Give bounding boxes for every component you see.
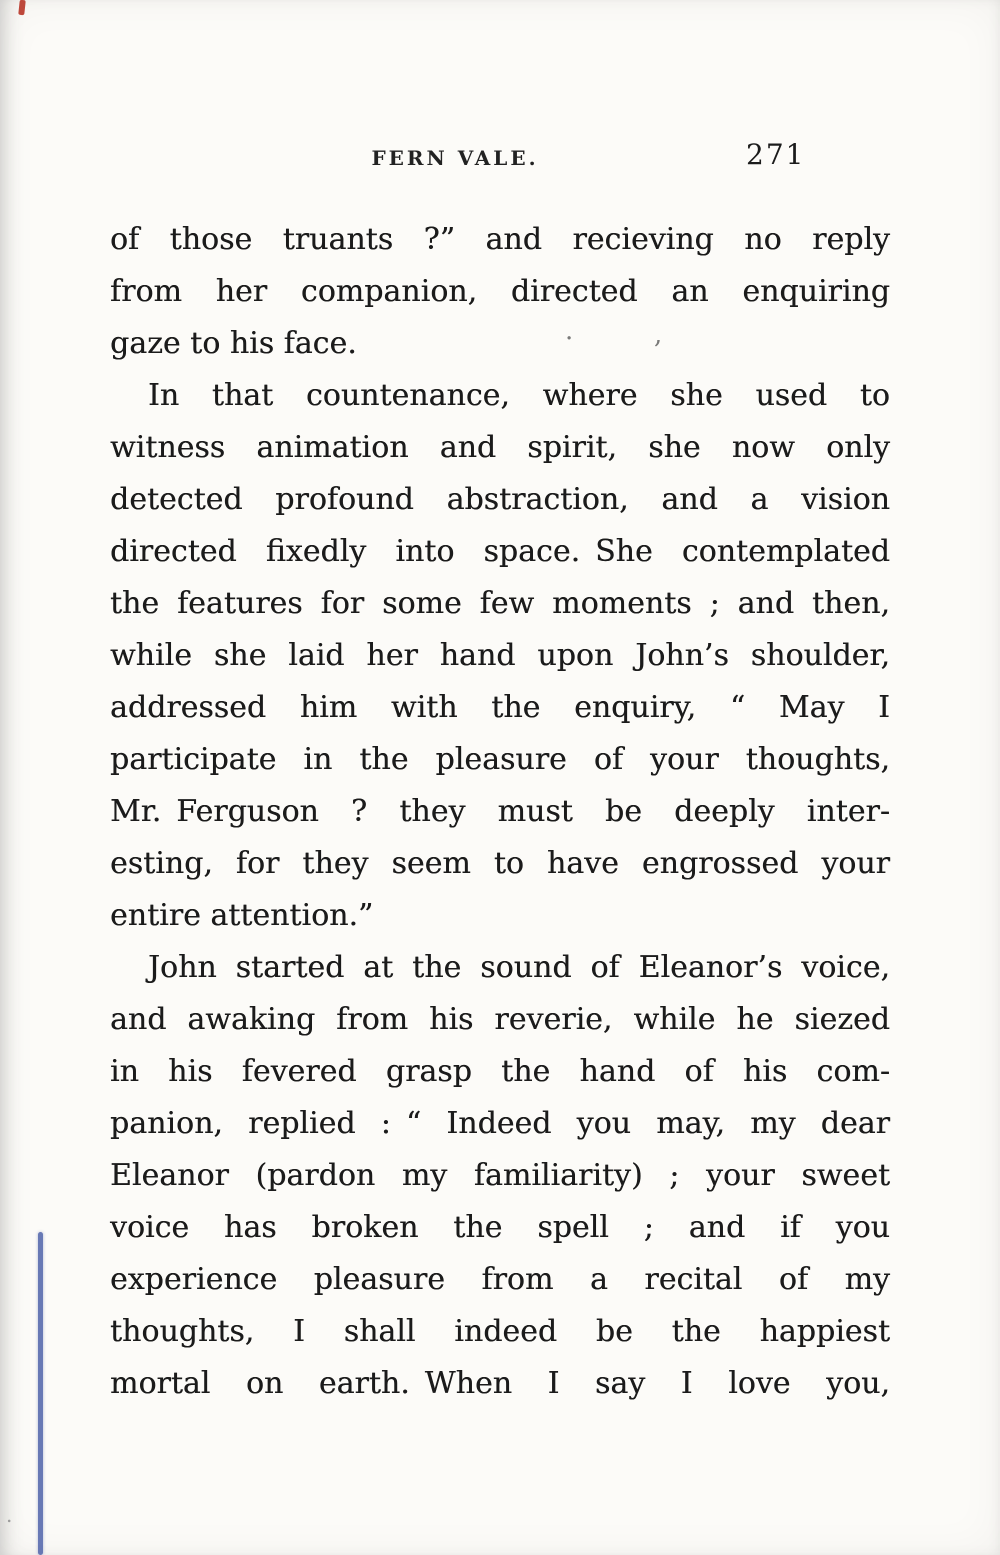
text-line: Mr. Ferguson ? they must be deeply inter-: [110, 794, 890, 829]
text-line: and awaking from his reverie, while he siezed: [110, 1002, 890, 1037]
running-title: FERN VALE.: [371, 146, 539, 170]
text-line: gaze to his face.: [110, 326, 357, 361]
text-line: Eleanor (pardon my familiarity) ; your sweet: [110, 1158, 890, 1193]
text-line: John started at the sound of Eleanor’s voice,: [148, 950, 890, 985]
text-line: directed fixedly into space. She contemplated: [110, 534, 890, 569]
text-line: In that countenance, where she used to: [148, 378, 890, 413]
page-number: 271: [746, 138, 806, 171]
text-line: in his fevered grasp the hand of his com-: [110, 1054, 890, 1089]
text-line: witness animation and spirit, she now only: [110, 430, 890, 465]
text-line: from her companion, directed an enquiring: [110, 274, 890, 309]
text-line: participate in the pleasure of your thoughts,: [110, 742, 890, 777]
text-line: the features for some few moments ; and then,: [110, 586, 890, 621]
text-line: detected profound abstraction, and a vision: [110, 482, 890, 517]
text-line: experience pleasure from a recital of my: [110, 1262, 890, 1297]
text-line: voice has broken the spell ; and if you: [110, 1210, 890, 1245]
scan-speck-dot: ·: [565, 324, 574, 354]
text-line: mortal on earth. When I say I love you,: [110, 1366, 890, 1401]
text-line: thoughts, I shall indeed be the happiest: [110, 1314, 890, 1349]
text-line: esting, for they seem to have engrossed your: [110, 846, 890, 881]
text-line: entire attention.”: [110, 898, 374, 933]
scan-speck-corner: .: [6, 1503, 13, 1527]
text-line: addressed him with the enquiry, “ May I: [110, 690, 890, 725]
text-block: [110, 214, 890, 1410]
scan-speck-comma: ,: [654, 320, 663, 350]
text-line: panion, replied : “ Indeed you may, my dear: [110, 1106, 890, 1141]
scan-artifact-blue-line: [38, 1232, 43, 1555]
scan-artifact-red-mark: [18, 0, 26, 15]
text-line: of those truants ?” and recieving no reply: [110, 222, 890, 257]
text-line: while she laid her hand upon John’s shoulder,: [110, 638, 890, 673]
